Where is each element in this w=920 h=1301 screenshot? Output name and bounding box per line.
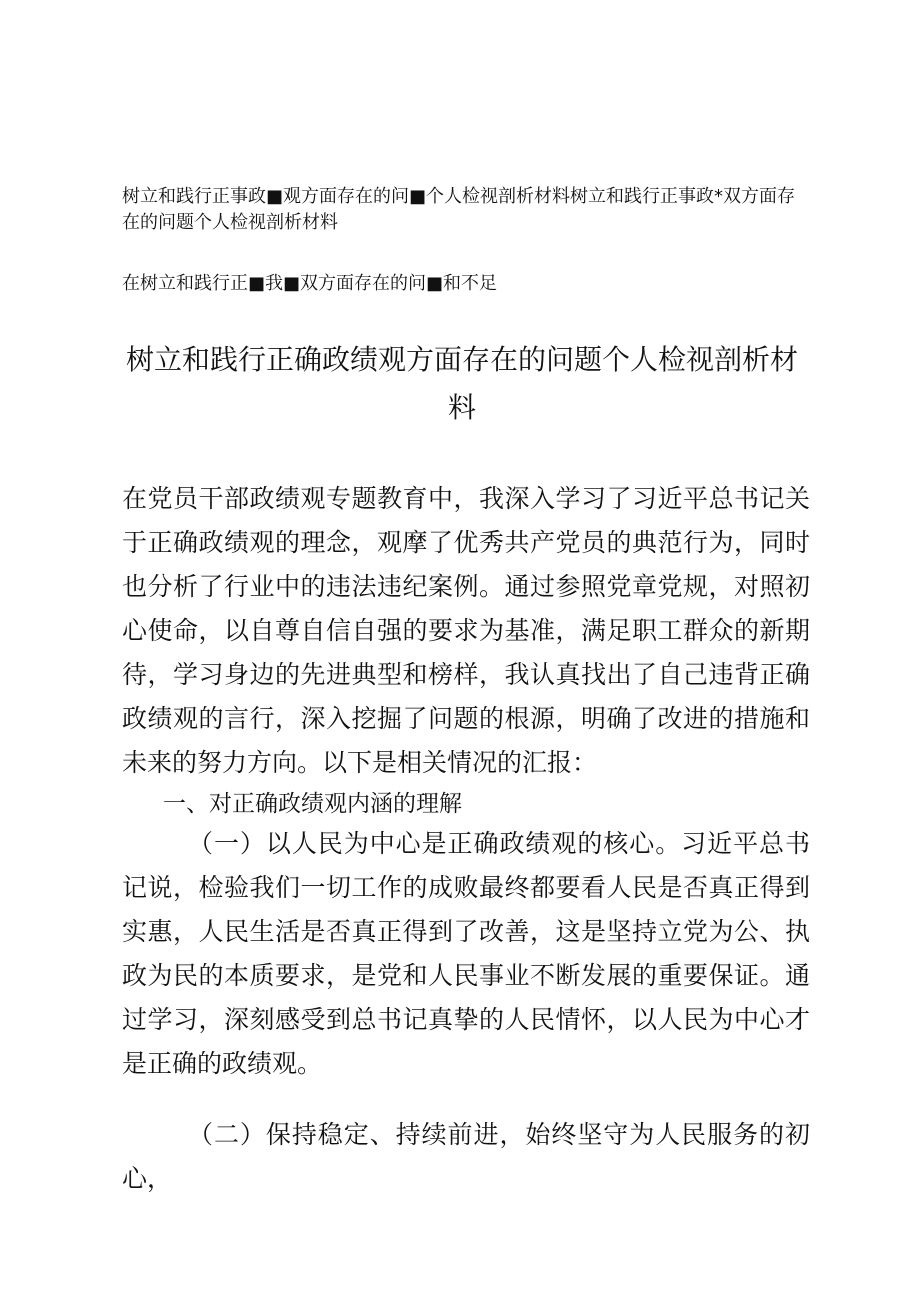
header-line-1: 树立和践行正事政■观方面存在的问■个人检视剖析材料树立和践行正事政*双方面存在的问题个人检视剖析材料 [122,186,796,233]
header-line-2: 在树立和践行正■我■双方面存在的问■和不足 [122,273,498,294]
paragraph-2: （二）保持稳定、持续前进，始终坚守为人民服务的初心， [122,1120,810,1193]
section-heading-1: 一、对正确政绩观内涵的理解 [163,791,462,817]
document-title: 树立和践行正确政绩观方面存在的问题个人检视剖析材料 [125,343,798,424]
intro-paragraph: 在党员干部政绩观专题教育中，我深入学习了习近平总书记关于正确政绩观的理念，观摩了优秀共产党员的典范行为，同时也分析了行业中的违法违纪案例。通过参照党章党规，对照初心使命，以自尊自信自强的要求为基准，满足职工群众的新期待，学习身边的先进典型和榜样，我认真找出了自己违背正确政绩观的言行，深入挖掘了问题的根源，明确了改进的措施和未来的努力方向。以下是相关情况的汇报： [122,484,810,777]
paragraph-1: （一）以人民为中心是正确政绩观的核心。习近平总书记说，检验我们一切工作的成败最终都要看人民是否真正得到实惠，人民生活是否真正得到了改善，这是坚持立党为公、执政为民的本质要求，是党和人民事业不断发展的重要保证。通过学习，深刻感受到总书记真挚的人民情怀，以人民为中心才是正确的政绩观。 [122,829,810,1078]
